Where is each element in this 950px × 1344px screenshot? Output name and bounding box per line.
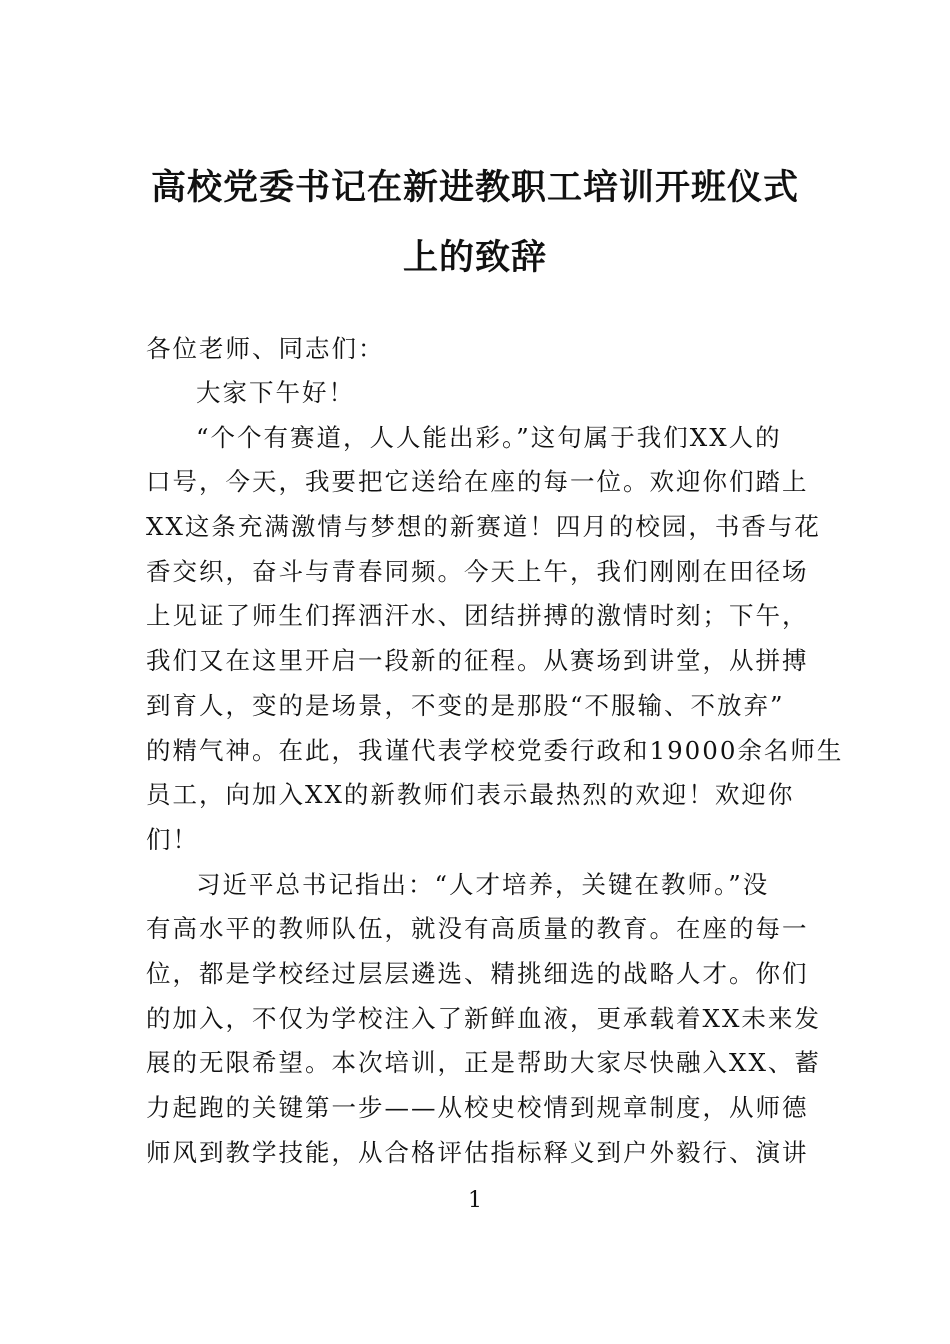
document-title-line-2: 上的致辞 (402, 237, 547, 278)
paragraph1-line: 们！ (146, 825, 199, 854)
paragraph1-line: 我们又在这里开启一段新的征程。从赛场到讲堂，从拼搏 (146, 646, 809, 675)
paragraph1-line: 香交织，奋斗与青春同频。今天上午，我们刚刚在田径场 (146, 557, 809, 586)
paragraph2-line: 力起跑的关键第一步——从校史校情到规章制度，从师德 (146, 1093, 809, 1122)
paragraph2-line: 展的无限希望。本次培训，正是帮助大家尽快融入XX、蓄 (146, 1048, 821, 1077)
greeting: 大家下午好！ (196, 378, 355, 407)
paragraph1-line: 上见证了师生们挥洒汗水、团结拼搏的激情时刻；下午， (146, 601, 809, 630)
paragraph2-line: 有高水平的教师队伍，就没有高质量的教育。在座的每一 (146, 914, 809, 943)
salutation: 各位老师、同志们： (146, 334, 385, 363)
document-title-line-1: 高校党委书记在新进教职工培训开班仪式 (150, 167, 799, 208)
paragraph1-line: “个个有赛道，人人能出彩。”这句属于我们XX人的 (196, 423, 782, 452)
paragraph1-line: 员工，向加入XX的新教师们表示最热烈的欢迎！欢迎你 (146, 780, 795, 809)
paragraph2-line: 的加入，不仅为学校注入了新鲜血液，更承载着XX未来发 (146, 1004, 821, 1033)
paragraph2-line: 习近平总书记指出：“人才培养，关键在教师。”没 (196, 870, 770, 899)
paragraph1-line: XX这条充满激情与梦想的新赛道！四月的校园，书香与花 (146, 512, 821, 541)
paragraph1-line: 口号，今天，我要把它送给在座的每一位。欢迎你们踏上 (146, 467, 809, 496)
paragraph1-line: 到育人，变的是场景，不变的是那股“不服输、不放弃” (146, 691, 785, 720)
paragraph2-line: 师风到教学技能，从合格评估指标释义到户外毅行、演讲 (146, 1138, 809, 1167)
paragraph1-line: 的精气神。在此，我谨代表学校党委行政和19000余名师生 (146, 736, 844, 765)
paragraph2-line: 位，都是学校经过层层遴选、精挑细选的战略人才。你们 (146, 959, 809, 988)
page-number: 1 (468, 1188, 482, 1213)
